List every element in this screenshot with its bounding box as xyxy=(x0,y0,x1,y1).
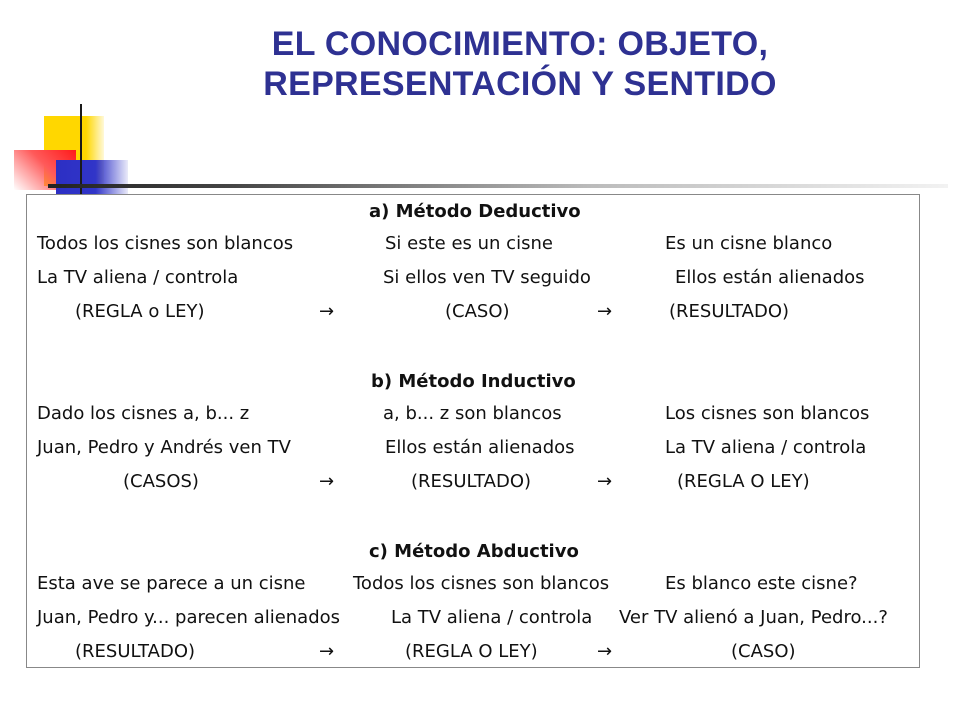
section-b-row2-col2: Ellos están alienados xyxy=(385,437,575,458)
section-b-arrow-1: → xyxy=(319,471,335,492)
section-c-arrow-2: → xyxy=(597,641,613,662)
section-c-row1-col2: Todos los cisnes son blancos xyxy=(353,573,610,594)
section-a-row1-col1: Todos los cisnes son blancos xyxy=(37,233,294,254)
section-b-heading: b) Método Inductivo xyxy=(371,371,576,392)
methods-table xyxy=(26,194,920,668)
section-b-arrow-2: → xyxy=(597,471,613,492)
section-c-label-1: (RESULTADO) xyxy=(75,641,196,662)
section-a-row2-col1: La TV aliena / controla xyxy=(37,267,239,288)
section-a-label-2: (CASO) xyxy=(445,301,510,322)
section-c-row2-col1: Juan, Pedro y... parecen alienados xyxy=(37,607,341,628)
title-line-2: REPRESENTACIÓN Y SENTIDO xyxy=(263,65,777,103)
section-a-heading: a) Método Deductivo xyxy=(369,201,581,222)
title-divider xyxy=(48,184,948,188)
section-c-row1-col3: Es blanco este cisne? xyxy=(665,573,858,594)
section-a-row1-col3: Es un cisne blanco xyxy=(665,233,833,254)
section-c-label-3: (CASO) xyxy=(731,641,796,662)
section-b-label-3: (REGLA O LEY) xyxy=(677,471,810,492)
section-a-row2-col3: Ellos están alienados xyxy=(675,267,865,288)
section-a-arrow-1: → xyxy=(319,301,335,322)
section-c-row2-col3: Ver TV alienó a Juan, Pedro...? xyxy=(619,607,888,628)
section-b-row1-col2: a, b... z son blancos xyxy=(383,403,562,424)
section-b-row2-col1: Juan, Pedro y Andrés ven TV xyxy=(37,437,291,458)
section-b-label-1: (CASOS) xyxy=(123,471,199,492)
section-c-row2-col2: La TV aliena / controla xyxy=(391,607,593,628)
section-b-label-2: (RESULTADO) xyxy=(411,471,532,492)
slide-title xyxy=(120,24,920,104)
section-c-row1-col1: Esta ave se parece a un cisne xyxy=(37,573,306,594)
section-a-row2-col2: Si ellos ven TV seguido xyxy=(383,267,591,288)
section-a-row1-col2: Si este es un cisne xyxy=(385,233,553,254)
section-a-label-1: (REGLA o LEY) xyxy=(75,301,205,322)
title-line-1: EL CONOCIMIENTO: OBJETO, xyxy=(271,25,769,63)
section-a-arrow-2: → xyxy=(597,301,613,322)
section-c-label-2: (REGLA O LEY) xyxy=(405,641,538,662)
section-b-row1-col1: Dado los cisnes a, b... z xyxy=(37,403,250,424)
section-b-row2-col3: La TV aliena / controla xyxy=(665,437,867,458)
section-c-heading: c) Método Abductivo xyxy=(369,541,579,562)
section-a-label-3: (RESULTADO) xyxy=(669,301,790,322)
section-b-row1-col3: Los cisnes son blancos xyxy=(665,403,870,424)
section-c-arrow-1: → xyxy=(319,641,335,662)
